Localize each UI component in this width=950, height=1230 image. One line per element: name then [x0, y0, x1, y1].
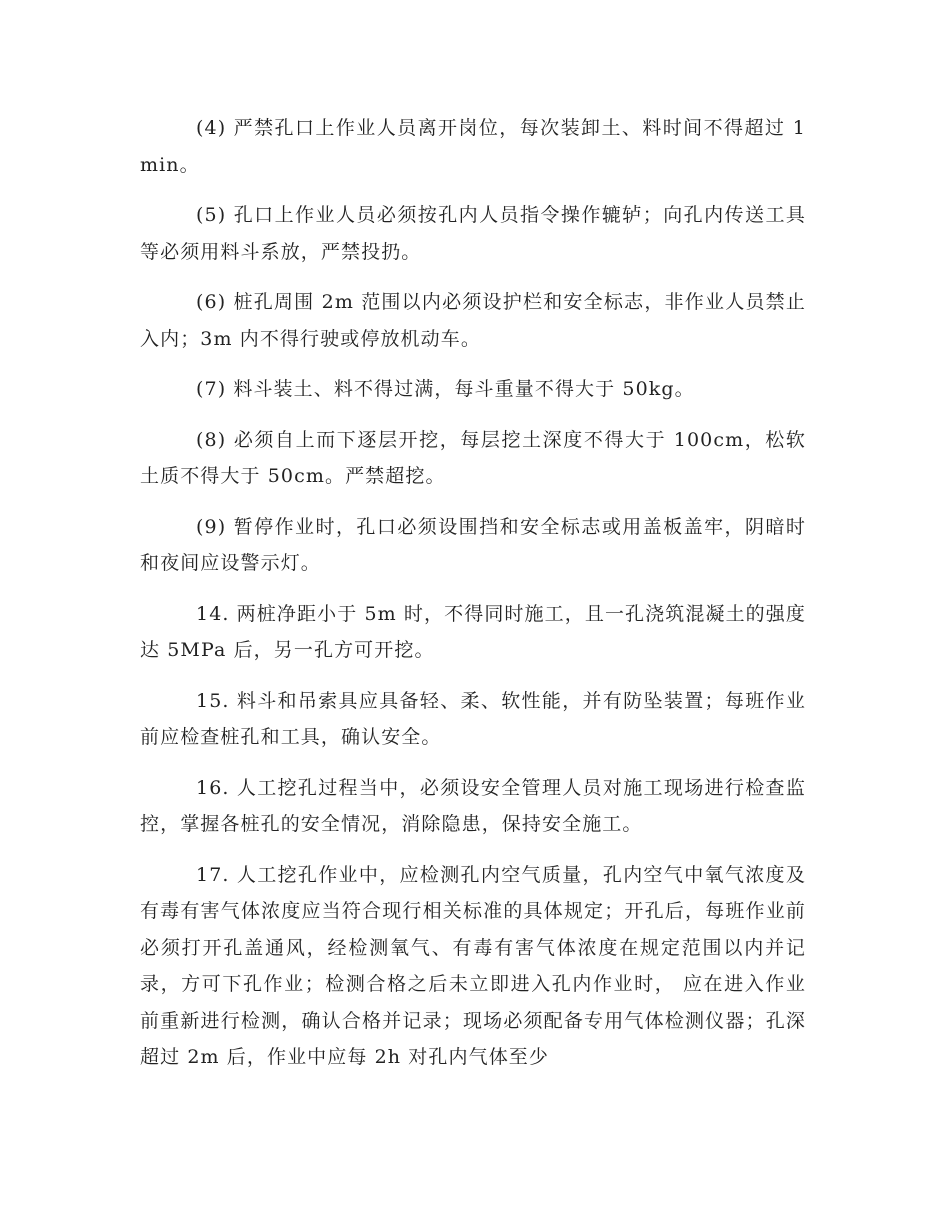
paragraph-item-6: (6) 桩孔周围 2m 范围以内必须设护栏和安全标志，非作业人员禁止入内；3m 内不得行驶或停放机动车。 [140, 291, 806, 350]
paragraph-rule-17: 17. 人工挖孔作业中，应检测孔内空气质量，孔内空气中氧气浓度及有毒有害气体浓度应当符合现行相关标准的具体规定；开孔后，每班作业前必须打开孔盖通风，经检测氧气、有毒有害气体浓度在规定范围以内并记录，方可下孔作业；检测合格之后未立即进入孔内作业时， 应在进入作业前重新进行检测，确认合格并记录；现场必须配备专用气体检测仪器；孔深超过 2m 后，作业中应每 2h 对孔内气体至少 [140, 863, 806, 1068]
paragraph-item-5: (5) 孔口上作业人员必须按孔内人员指令操作辘轳；向孔内传送工具等必须用料斗系放，严禁投扔。 [140, 204, 806, 263]
paragraph-item-4: (4) 严禁孔口上作业人员离开岗位，每次装卸土、料时间不得超过 1min。 [140, 117, 806, 176]
document-body [140, 110, 806, 1090]
paragraph-rule-16: 16. 人工挖孔过程当中，必须设安全管理人员对施工现场进行检查监控，掌握各桩孔的安全情况，消除隐患，保持安全施工。 [140, 776, 806, 835]
paragraph-item-7: (7) 料斗装土、料不得过满，每斗重量不得大于 50kg。 [196, 378, 695, 400]
paragraph-item-8: (8) 必须自上而下逐层开挖，每层挖土深度不得大于 100cm，松软土质不得大于 50cm。严禁超挖。 [140, 428, 806, 487]
paragraph-rule-14: 14. 两桩净距小于 5m 时，不得同时施工，且一孔浇筑混凝土的强度达 5MPa 后，另一孔方可开挖。 [140, 602, 806, 661]
paragraph-rule-15: 15. 料斗和吊索具应具备轻、柔、软性能，并有防坠装置；每班作业前应检查桩孔和工具，确认安全。 [140, 689, 806, 748]
paragraph-item-9: (9) 暂停作业时，孔口必须设围挡和安全标志或用盖板盖牢，阴暗时和夜间应设警示灯。 [140, 515, 806, 574]
